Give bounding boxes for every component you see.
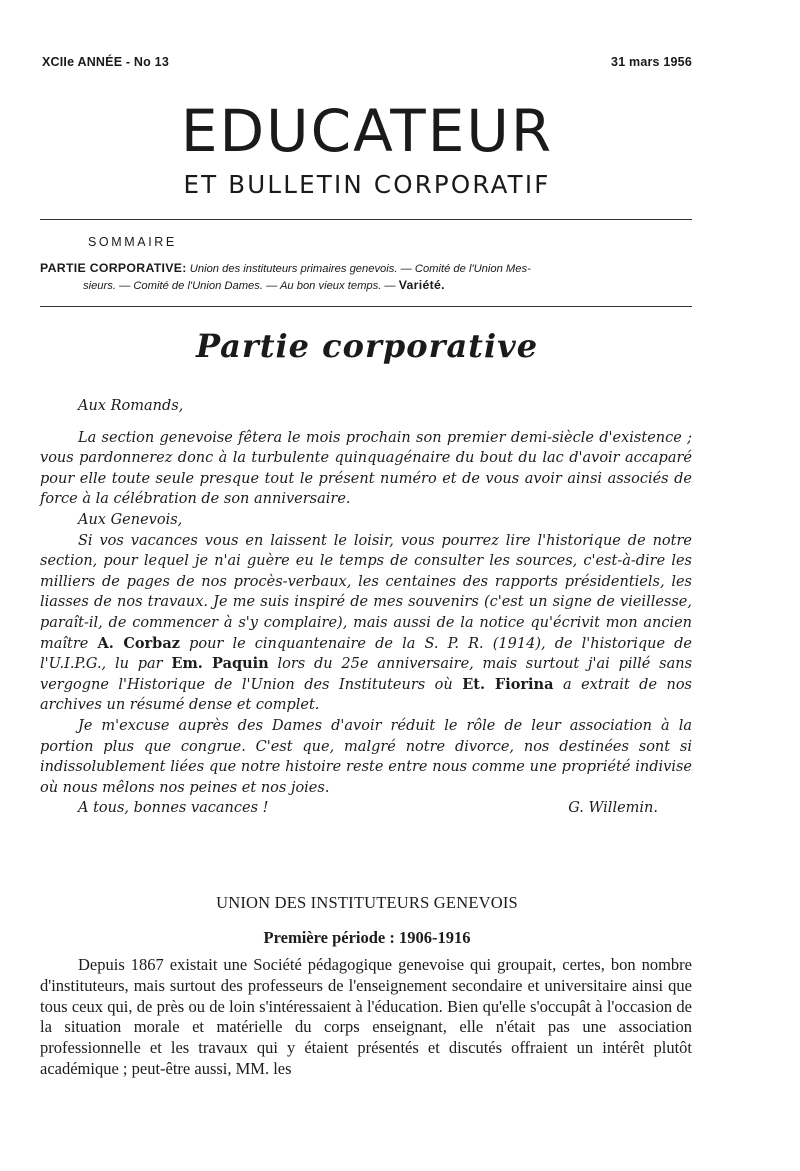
masthead-title: EDUCATEUR	[180, 97, 554, 165]
paragraph-2-part-d: a extrait de nos archives un résumé dense et complet.	[40, 676, 693, 714]
paragraph-2-part-a: Si vos vacances vous en laissent le loisir, vous pourrez lire l'historique de notre section, pour lequel je n'ai guère eu le temps de consulter les sources, c'est-à-dire les milliers de pages de nos procès-verbaux, les centaines des rapports présidentiels, les liasses de nos travaux. Je me suis inspiré de mes souvenirs (c'est un signe de vieillesse, paraît-il, de commencer à s'y complaire), mais aussi de la notice qu'écrivit mon ancien maître	[40, 532, 692, 652]
sommaire-items-1: Union des instituteurs primaires genevois. — Comité de l'Union Mes-	[189, 263, 531, 275]
union-text	[40, 955, 692, 1080]
sommaire-items-2: sieurs. — Comité de l'Union Dames. — Au bon vieux temps. —	[83, 279, 399, 292]
salutation-genevois: Aux Genevois,	[78, 511, 183, 528]
period-heading: Première période : 1906-1916	[263, 928, 471, 947]
signature: G. Willemin.	[568, 800, 658, 817]
union-paragraph: Depuis 1867 existait une Société pédagogique genevoise qui groupait, certes, bon nombre d'instituteurs, mais surtout des professeurs de l'enseignement secondaire et universitaire ainsi que tous ceux qui, de près ou de loin s'intéressaient à l'éducation. Bien qu'elle s'occupât à l'occasion de la situation morale et matérielle du corps enseignant, elle n'était pas une association professionnelle et les travaux qui y étaient présentés et discutés offraient un intérêt plutôt académique ; peut-être aussi, MM. les	[40, 955, 692, 1078]
divider-top	[40, 219, 692, 220]
name-corbaz: A. Corbaz	[97, 634, 180, 652]
editorial-text	[40, 396, 692, 819]
issue-header	[42, 55, 692, 71]
paragraph-2-part-c: lors du 25e anniversaire, mais surtout j'ai pillé sans vergogne l'Historique de l'Union des Instituteurs où	[40, 656, 693, 693]
paragraph-2-part-b: pour le cinquantenaire de la S. P. R. (1914), de l'historique de l'U.I.P.G., lu par	[40, 635, 692, 673]
salutation-romands: Aux Romands,	[78, 398, 184, 414]
divider-bottom	[40, 306, 692, 307]
closing-line	[40, 798, 692, 819]
paragraph-3: Je m'excuse auprès des Dames d'avoir réduit le rôle de leur association à la portion plus que congrue. C'est que, malgré notre divorce, nos destinées sont si indissolublement liées que notre histoire reste entre nous comme une propriété indivise où nous mêlons nos peines et nos joies.	[40, 717, 692, 796]
masthead-subtitle: ET BULLETIN CORPORATIF	[183, 170, 551, 199]
section-title: Partie corporative	[195, 327, 539, 365]
sommaire-content	[40, 261, 692, 294]
name-fiorina: Et. Fiorina	[462, 675, 554, 693]
sommaire-label: PARTIE CORPORATIVE:	[40, 261, 187, 275]
union-heading: UNION DES INSTITUTEURS GENEVOIS	[216, 893, 518, 912]
sommaire-heading: SOMMAIRE	[88, 235, 177, 249]
sommaire-line-1	[40, 261, 692, 278]
issue-number: XCIIe ANNÉE - No 13	[42, 55, 169, 69]
paragraph-1: La section genevoise fêtera le mois prochain son premier demi-siècle d'existence ; vous pardonnerez donc à la turbulente quinquagénaire du bout du lac d'avoir accaparé pour elle toute seule presque tout le présent numéro et de vous avoir ainsi associés de force à la célébration de son anniversaire.	[40, 429, 692, 508]
name-paquin: Em. Paquin	[171, 655, 269, 673]
sommaire-line-2	[40, 278, 692, 295]
paragraph-2	[40, 531, 692, 716]
issue-date: 31 mars 1956	[611, 55, 692, 69]
sommaire-variete: Variété.	[398, 277, 445, 292]
closing-text: A tous, bonnes vacances !	[78, 800, 269, 817]
